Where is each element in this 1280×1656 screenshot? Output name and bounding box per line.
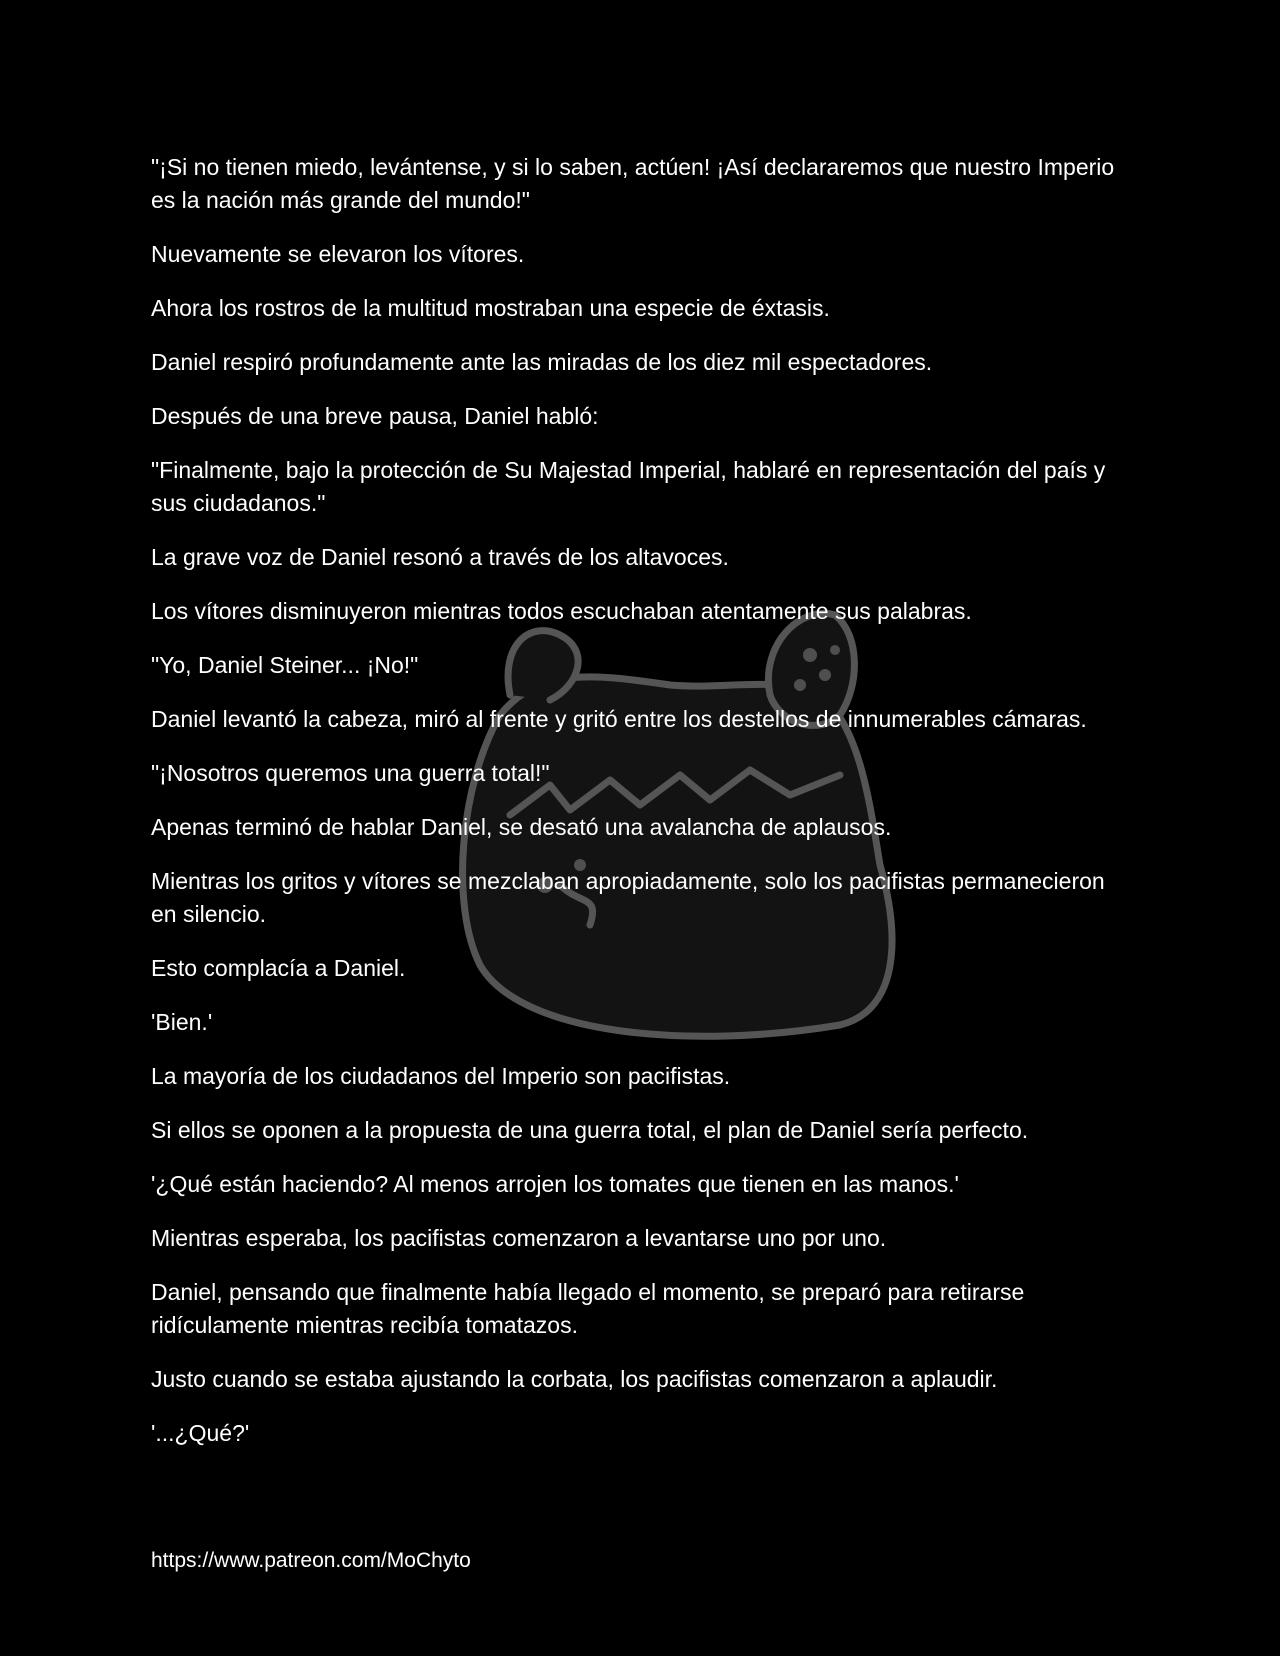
paragraph: "¡Si no tienen miedo, levántense, y si lo saben, actúen! ¡Así declararemos que nuestro Imperio es la nación más grande del mundo!": [151, 154, 1115, 213]
paragraph: Nuevamente se elevaron los vítores.: [151, 241, 525, 267]
paragraph: "Yo, Daniel Steiner... ¡No!": [151, 652, 419, 678]
paragraph: '¿Qué están haciendo? Al menos arrojen los tomates que tienen en las manos.': [151, 1171, 959, 1197]
paragraph: La mayoría de los ciudadanos del Imperio son pacifistas.: [151, 1063, 731, 1089]
paragraph: Ahora los rostros de la multitud mostraban una especie de éxtasis.: [151, 295, 830, 321]
paragraph: Mientras los gritos y vítores se mezclaban apropiadamente, solo los pacifistas permanecieron en silencio.: [151, 868, 1105, 927]
chapter-text: [151, 151, 1131, 1471]
paragraph: '...¿Qué?': [151, 1420, 250, 1446]
paragraph: Daniel levantó la cabeza, miró al frente y gritó entre los destellos de innumerables cámaras.: [151, 706, 1087, 732]
paragraph: Daniel, pensando que finalmente había llegado el momento, se preparó para retirarse ridículamente mientras recibía tomatazos.: [151, 1279, 1025, 1338]
patreon-link[interactable]: https://www.patreon.com/MoChyto: [151, 1549, 471, 1572]
paragraph: Los vítores disminuyeron mientras todos escuchaban atentamente sus palabras.: [151, 598, 972, 624]
paragraph: Daniel respiró profundamente ante las miradas de los diez mil espectadores.: [151, 349, 933, 375]
paragraph: Después de una breve pausa, Daniel habló:: [151, 403, 599, 429]
paragraph: "Finalmente, bajo la protección de Su Majestad Imperial, hablaré en representación del país y sus ciudadanos.": [151, 457, 1106, 516]
paragraph: Si ellos se oponen a la propuesta de una guerra total, el plan de Daniel sería perfecto.: [151, 1117, 1029, 1143]
paragraph: Mientras esperaba, los pacifistas comenzaron a levantarse uno por uno.: [151, 1225, 887, 1251]
paragraph: Esto complacía a Daniel.: [151, 955, 406, 981]
paragraph: 'Bien.': [151, 1009, 213, 1035]
paragraph: "¡Nosotros queremos una guerra total!": [151, 760, 550, 786]
paragraph: La grave voz de Daniel resonó a través de los altavoces.: [151, 544, 729, 570]
paragraph: Apenas terminó de hablar Daniel, se desató una avalancha de aplausos.: [151, 814, 892, 840]
paragraph: Justo cuando se estaba ajustando la corbata, los pacifistas comenzaron a aplaudir.: [151, 1366, 998, 1392]
